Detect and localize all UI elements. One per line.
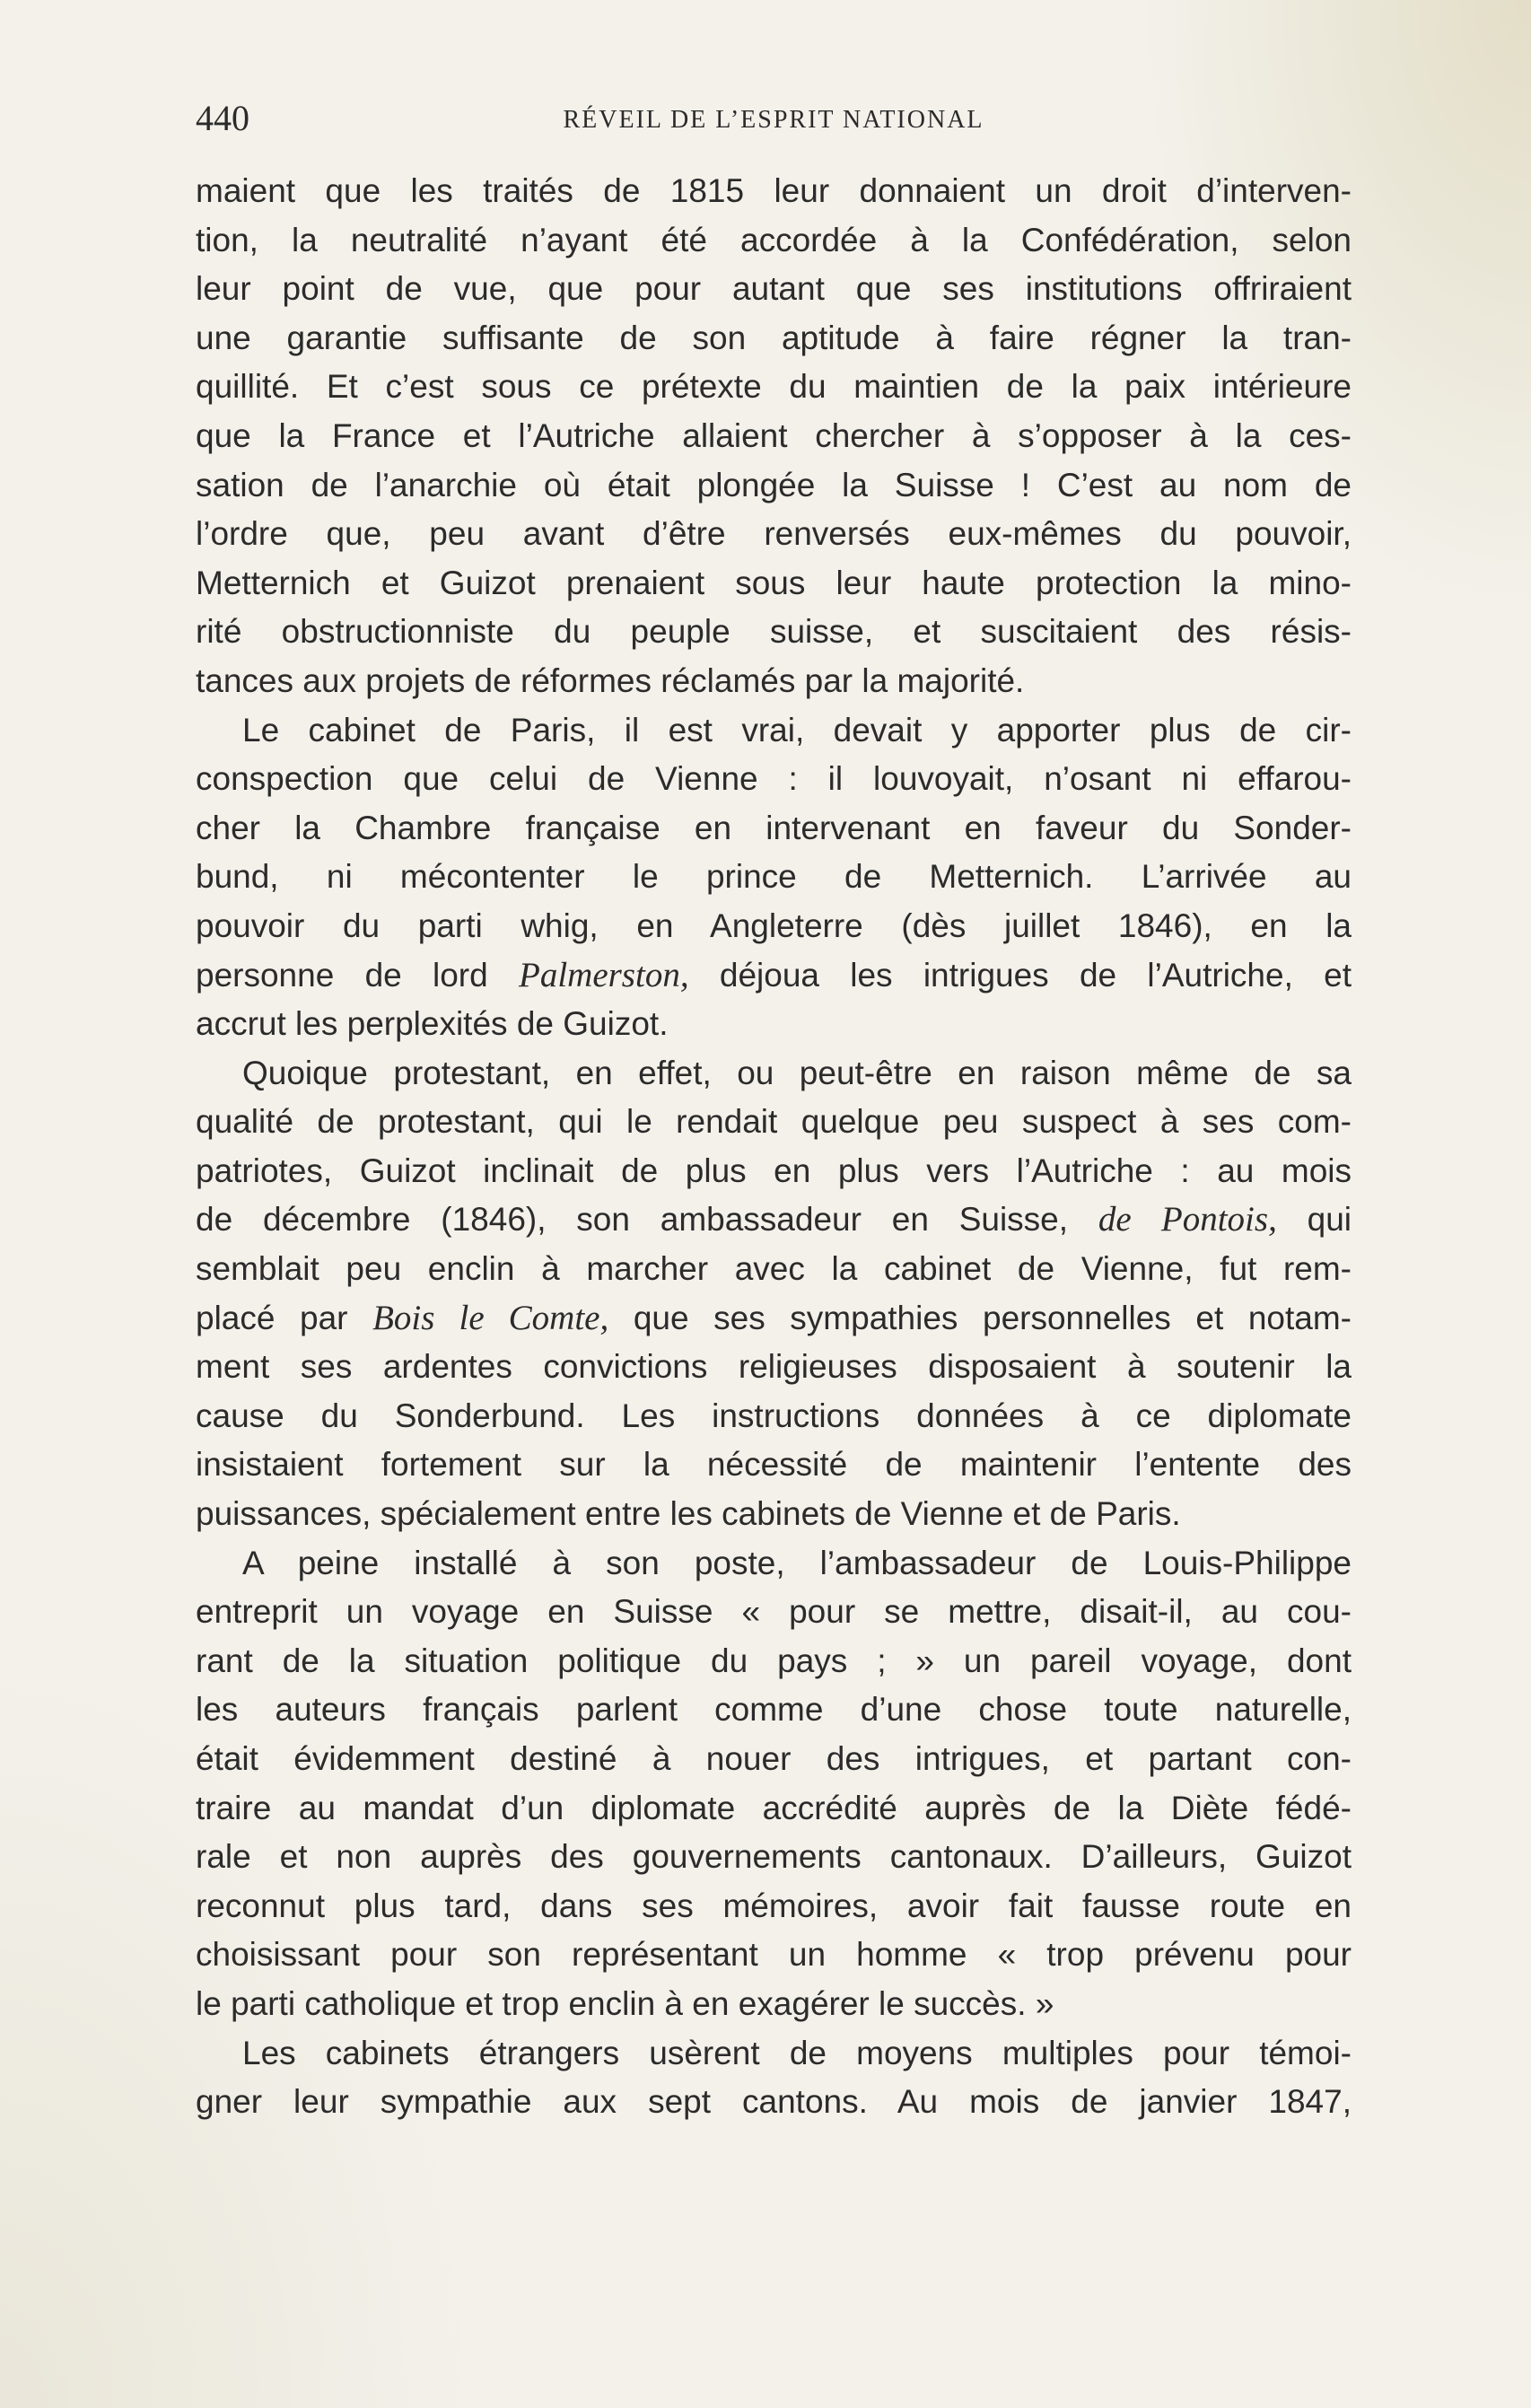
text-line: que la France et l’Autriche allaient chercher à s’opposer à la ces- — [196, 416, 1352, 454]
text-line: qualité de protestant, qui le rendait quelque peu suspect à ses com- — [196, 1103, 1352, 1141]
running-title: RÉVEIL DE L’ESPRIT NATIONAL — [563, 106, 984, 134]
text-line: rale et non auprès des gouvernements cantonaux. D’ailleurs, Guizot — [196, 1838, 1352, 1876]
page-header — [196, 96, 1352, 141]
text-line: gner leur sympathie aux sept cantons. Au mois de janvier 1847, — [196, 2083, 1352, 2121]
italic-name: de Pontois, — [1098, 1200, 1277, 1239]
text-line: tances aux projets de réformes réclamés par la majorité. — [196, 661, 1025, 699]
text-line: une garantie suffisante de son aptitude à faire régner la tran- — [196, 319, 1352, 356]
text-line: bund, ni mécontenter le prince de Metternich. L’arrivée au — [196, 858, 1352, 896]
text-line: accrut les perplexités de Guizot. — [196, 1005, 669, 1043]
text-line: était évidemment destiné à nouer des intrigues, et partant con- — [196, 1740, 1352, 1777]
body-text — [196, 167, 1352, 2127]
text-line — [196, 951, 1352, 1001]
text-segment: qui — [1276, 1201, 1352, 1239]
text-line: leur point de vue, que pour autant que ses institutions offriraient — [196, 270, 1352, 308]
text-line: entreprit un voyage en Suisse « pour se mettre, disait-il, au cou- — [196, 1593, 1352, 1631]
text-line: rant de la situation politique du pays ; » un pareil voyage, dont — [196, 1642, 1352, 1679]
text-line: tion, la neutralité n’ayant été accordée à la Confédération, selon — [196, 221, 1352, 258]
text-line: conspection que celui de Vienne : il louvoyait, n’osant ni effarou- — [196, 760, 1352, 798]
text-line: ment ses ardentes convictions religieuses disposaient à soutenir la — [196, 1348, 1352, 1386]
text-line: A peine installé à son poste, l’ambassadeur de Louis-Philippe — [242, 1544, 1352, 1581]
text-line: l’ordre que, peu avant d’être renversés eux-mêmes du pouvoir, — [196, 515, 1352, 553]
text-segment: placé par — [196, 1299, 373, 1336]
text-line: maient que les traités de 1815 leur donnaient un droit d’interven- — [196, 172, 1352, 209]
text-line: traire au mandat d’un diplomate accrédité auprès de la Diète fédé- — [196, 1789, 1352, 1826]
text-line: cher la Chambre française en intervenant en faveur du Sonder- — [196, 809, 1352, 846]
text-line: quillité. Et c’est sous ce prétexte du maintien de la paix intérieure — [196, 368, 1352, 406]
text-segment: personne de lord — [196, 956, 519, 994]
italic-name: Palmerston, — [519, 955, 689, 994]
text-line: puissances, spécialement entre les cabinets de Vienne et de Paris. — [196, 1495, 1181, 1533]
page-number: 440 — [196, 98, 249, 138]
text-line: patriotes, Guizot inclinait de plus en plus vers l’Autriche : au mois — [196, 1151, 1352, 1189]
italic-name: Bois le Comte, — [372, 1298, 609, 1337]
text-line: les auteurs français parlent comme d’une chose toute naturelle, — [196, 1691, 1352, 1729]
text-line: sation de l’anarchie où était plongée la Suisse ! C’est au nom de — [196, 466, 1352, 503]
text-segment: que ses sympathies personnelles et notam- — [608, 1299, 1352, 1336]
text-segment: déjoua les intrigues de l’Autriche, et — [688, 956, 1352, 994]
text-line — [196, 1294, 1352, 1344]
text-line: pouvoir du parti whig, en Angleterre (dès juillet 1846), en la — [196, 906, 1352, 944]
text-line: Metternich et Guizot prenaient sous leur haute protection la mino- — [196, 564, 1352, 601]
text-line: insistaient fortement sur la nécessité de maintenir l’entente des — [196, 1446, 1352, 1484]
text-line: reconnut plus tard, dans ses mémoires, avoir fait fausse route en — [196, 1887, 1352, 1924]
text-line: cause du Sonderbund. Les instructions données à ce diplomate — [196, 1397, 1352, 1434]
text-line: Le cabinet de Paris, il est vrai, devait y apporter plus de cir- — [242, 711, 1352, 749]
text-line: choisissant pour son représentant un homme « trop prévenu pour — [196, 1936, 1352, 1974]
text-line: le parti catholique et trop enclin à en exagérer le succès. » — [196, 1984, 1054, 2022]
text-line — [196, 1195, 1352, 1245]
text-line: Les cabinets étrangers usèrent de moyens multiples pour témoi- — [242, 2034, 1352, 2071]
text-line: rité obstructionniste du peuple suisse, et suscitaient des résis- — [196, 613, 1352, 651]
text-line: Quoique protestant, en effet, ou peut-être en raison même de sa — [242, 1054, 1352, 1091]
text-segment: de décembre (1846), son ambassadeur en Suisse, — [196, 1201, 1098, 1239]
text-line: semblait peu enclin à marcher avec la cabinet de Vienne, fut rem- — [196, 1250, 1352, 1288]
